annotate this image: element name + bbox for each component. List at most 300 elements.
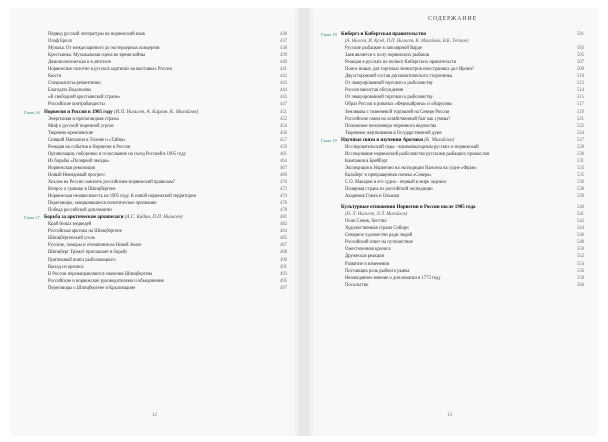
toc-chapter-entry[interactable] [24, 109, 287, 116]
entry-title-text: Кампания в Брейбэрг [345, 158, 388, 164]
entry-title [345, 179, 562, 186]
entry-title [345, 165, 562, 172]
toc-entry[interactable] [24, 45, 287, 52]
entry-page-number: 533 [576, 165, 584, 171]
entry-title [48, 144, 265, 151]
toc-entry[interactable] [321, 225, 584, 232]
entry-title-text: Заяв является к полу норвежских рыбаков [345, 53, 430, 59]
entry-title [345, 253, 562, 260]
entry-title-text: Норвегия и Россия в 1905 году [44, 109, 113, 115]
entry-page-number: 530 [576, 151, 584, 157]
entry-page-number: 527 [576, 137, 584, 143]
entry-page-number: 542 [576, 219, 584, 225]
entry-title-text: Кольберг и прекращенная съемка «Севера» [345, 172, 432, 178]
entry-page-number: 493 [279, 271, 287, 277]
entry-page-number: 485 [279, 236, 287, 242]
toc-entry[interactable] [321, 144, 584, 151]
toc-list-left [24, 31, 287, 292]
entry-page-number: 512 [576, 81, 584, 87]
entry-title-text: Хохлов на России заяснить российским-норвежский правилам? [48, 179, 175, 185]
entry-title [345, 275, 562, 282]
toc-entry[interactable] [321, 179, 584, 186]
toc-entry[interactable] [321, 261, 584, 268]
entry-title-text: Культурные отношения Норвегии и России после 1905 года [341, 205, 476, 211]
entry-title-text: Поставщик роль рыбного рынка [345, 268, 410, 274]
entry-title-text: Северное художество ради людей [345, 233, 413, 239]
toc-entry[interactable] [24, 59, 287, 66]
entry-title-text: Экспедиция в Норвегию на экспедиции Нансена на судне «Фрам» [345, 165, 477, 171]
entry-title-text: Спящий Наполеон в Тилоне и «Тайна» [48, 137, 126, 143]
entry-page-number: 439 [279, 53, 287, 59]
entry-title-text: Вопрос о границе в Шпицбергене [48, 187, 116, 193]
toc-entry[interactable] [321, 246, 584, 253]
entry-title-text: Образ России в романах «Ферокайрина» и «Нарулия» [345, 102, 453, 108]
toc-entry[interactable] [24, 249, 287, 256]
toc-entry[interactable] [24, 207, 287, 214]
entry-title [345, 186, 562, 193]
entry-page-number: 539 [576, 194, 584, 200]
entry-page-number: 457 [279, 137, 287, 143]
toc-entry[interactable] [24, 228, 287, 235]
entry-title [48, 285, 265, 292]
toc-entry[interactable] [321, 52, 584, 59]
toc-entry[interactable] [24, 144, 287, 151]
entry-page-number: 444 [279, 88, 287, 94]
entry-page-number: 509 [576, 67, 584, 73]
entry-title [341, 137, 562, 144]
entry-page-number: 472 [279, 187, 287, 193]
entry-title [345, 123, 562, 130]
entry-title [345, 45, 562, 52]
toc-chapter-entry[interactable] [321, 137, 584, 144]
toc-entry[interactable] [24, 80, 287, 87]
toc-entry[interactable] [321, 211, 584, 218]
chapter-label: Глава 19 [321, 137, 337, 143]
toc-entry[interactable] [24, 130, 287, 137]
toc-entry[interactable] [321, 232, 584, 239]
entry-title [48, 101, 265, 108]
toc-entry[interactable] [24, 73, 287, 80]
left-page [10, 8, 301, 436]
entry-title-text: Музыка. От межделариного до экстерьерных концертов [48, 46, 160, 52]
entry-title-text: Полярная страна из российской экспедиции [345, 187, 433, 193]
toc-entry[interactable] [24, 151, 287, 158]
toc-chapter-entry[interactable] [321, 31, 584, 38]
entry-page-number: 554 [576, 261, 584, 267]
entry-title-text: Из борьбы «Полярной звезды» [48, 158, 110, 164]
entry-page-number: 447 [279, 102, 287, 108]
toc-entry[interactable] [24, 38, 287, 45]
entry-title-text: Первод русской литературы на норвежский язык [48, 32, 146, 37]
toc-entry[interactable] [24, 235, 287, 242]
entry-title-text: Реакция в русских на полюсе Кибергских правительств [345, 60, 456, 66]
entry-title-text: Российские и норвежские руководителями и объединения [48, 278, 164, 284]
toc-entry[interactable] [321, 165, 584, 172]
entry-title [345, 282, 562, 289]
right-page [307, 8, 598, 436]
entry-title-text: Тюремно-кремлевские [48, 130, 94, 136]
toc-entry[interactable] [24, 264, 287, 271]
toc-header: СОДЕРЖАНИЕ [428, 16, 477, 22]
toc-entry[interactable] [321, 186, 584, 193]
entry-title-text: Ожесточенная кризиса [345, 247, 391, 253]
toc-entry[interactable] [24, 221, 287, 228]
entry-title [345, 246, 562, 253]
entry-title [48, 242, 265, 249]
entry-title-text: Кибергз и Кибергская правительство [341, 32, 426, 37]
entry-page-number: 461 [279, 151, 287, 157]
entry-page-number: 548 [576, 240, 584, 246]
entry-title-text: Тюремное жертвования в Государственной думе [345, 130, 442, 136]
toc-entry[interactable] [321, 109, 584, 116]
toc-entry[interactable] [321, 38, 584, 45]
entry-title [48, 264, 265, 271]
entry-page-number: 507 [576, 60, 584, 66]
entry-page-number: 469 [279, 172, 287, 178]
entry-title [48, 87, 265, 94]
entry-title [48, 123, 265, 130]
entry-title-text: Россия мясистая обсуждения [345, 88, 404, 94]
entry-page-number: 495 [279, 278, 287, 284]
entry-title-text: Дружеская реакция [345, 254, 384, 260]
entry-title-text: Российские контрабандисты [48, 102, 105, 108]
entry-title [345, 144, 562, 151]
entry-page-number: 536 [576, 179, 584, 185]
toc-entry[interactable] [321, 239, 584, 246]
entry-title [48, 172, 265, 179]
entry-title-text: Олаф Бролл [48, 39, 73, 45]
entry-page-number: 488 [279, 250, 287, 256]
toc-entry[interactable] [321, 123, 584, 130]
entry-title-text: Организация, поборнико и голосование на съезд Россией в 1905 году [48, 151, 186, 157]
entry-page-number: 474 [279, 194, 287, 200]
toc-entry[interactable] [321, 101, 584, 108]
entry-page-number: 490 [279, 257, 287, 263]
entry-page-number: 541 [576, 212, 584, 218]
entry-page-number: 515 [576, 95, 584, 101]
entry-page-number: 454 [279, 123, 287, 129]
toc-entry[interactable] [321, 218, 584, 225]
entry-page-number: 552 [576, 254, 584, 260]
entry-authors: (К. Михайлов) [424, 137, 455, 143]
entry-title [345, 239, 562, 246]
entry-title-text: Неожиданное мнение о дипломатии в 1773 году [345, 275, 441, 281]
entry-page-number: 482 [279, 222, 287, 228]
entry-page-number: 501 [576, 32, 584, 37]
entry-page-number: 491 [279, 264, 287, 270]
entry-title [48, 66, 265, 73]
entry-title [345, 87, 562, 94]
entry-page-number: 464 [279, 158, 287, 164]
entry-page-number: 535 [576, 172, 584, 178]
toc-entry[interactable] [321, 172, 584, 179]
entry-title-text: Притяжный кинга рыболовецкого [48, 257, 116, 263]
entry-title-text: Российская арктика на Шпицбергене [48, 229, 122, 235]
entry-page-number: 487 [279, 243, 287, 249]
entry-title-text: Энергиzная и пропагандная стража [48, 116, 119, 122]
toc-entry[interactable] [24, 66, 287, 73]
entry-page-number: 445 [279, 95, 287, 101]
entry-page-number: 514 [576, 88, 584, 94]
entry-page-number: 476 [279, 201, 287, 207]
toc-entry[interactable] [321, 151, 584, 158]
entry-page-number: 531 [576, 158, 584, 164]
entry-title-text: От эвакуированной торговли к рыболовству [345, 95, 433, 101]
toc-entry[interactable] [24, 31, 287, 38]
entry-title-text: Исследование норвежский рыболовство русскими рыбацких промыслов [345, 151, 490, 157]
toc-entry[interactable] [321, 80, 584, 87]
toc-entry[interactable] [321, 45, 584, 52]
entry-page-number: 522 [576, 123, 584, 129]
entry-title [48, 45, 265, 52]
toc-entry[interactable] [24, 186, 287, 193]
entry-title-text: Русские, поморы и отношения на Новой Земле [48, 243, 142, 249]
entry-title [48, 158, 265, 165]
entry-title [48, 271, 265, 278]
entry-title [345, 38, 562, 45]
entry-page-number: 558 [576, 275, 584, 281]
entry-title [345, 211, 562, 218]
chapter-label: Глава 18 [321, 32, 337, 37]
entry-title-text: Реакция на события в Норвегии в России [48, 144, 131, 150]
entry-page-number: 560 [576, 282, 584, 288]
entry-title [345, 193, 562, 200]
toc-entry[interactable] [24, 200, 287, 207]
entry-title [345, 130, 562, 137]
entry-title-text: Кюсти [48, 74, 62, 80]
toc-entry[interactable] [24, 257, 287, 264]
entry-page-number: 478 [279, 208, 287, 214]
entry-page-number: 451 [279, 109, 287, 115]
entry-title-text: Художественная страна Сибири [345, 226, 409, 232]
entry-page-number: 497 [279, 285, 287, 291]
entry-title [345, 172, 562, 179]
entry-title-text: Выход из кризиса [48, 264, 84, 270]
entry-title [48, 179, 265, 186]
entry-page-number: 459 [279, 144, 287, 150]
entry-page-number: 544 [576, 226, 584, 232]
toc-entry[interactable] [24, 278, 287, 285]
entry-title-text: Миф о русской тюремной угрозе [48, 123, 114, 129]
entry-title-text: Землякова с тюменевой торговлей на Севере России [345, 109, 450, 115]
entry-title [48, 80, 265, 87]
entry-title-text: Научные связи в изучении Арктики [341, 137, 423, 143]
entry-page-number: 443 [279, 81, 287, 87]
page-number-left: 12 [152, 413, 157, 418]
toc-entry[interactable] [321, 282, 584, 289]
entry-title [345, 261, 562, 268]
entry-title [345, 232, 562, 239]
entry-page-number: 550 [576, 247, 584, 253]
entry-title [48, 207, 265, 214]
entry-title-text: Борьба за арктические архипелаги [44, 215, 124, 221]
toc-entry[interactable] [321, 87, 584, 94]
entry-title [48, 221, 265, 228]
entry-page-number: 436 [279, 32, 287, 37]
toc-entry[interactable] [321, 66, 584, 73]
toc-entry[interactable] [321, 268, 584, 275]
entry-title [345, 66, 562, 73]
entry-title [48, 52, 265, 59]
entry-title [345, 151, 562, 158]
entry-page-number: 524 [576, 130, 584, 136]
entry-title-text: Край белых медведей [48, 222, 92, 228]
entry-title-text: Специалисты-ремонтники [48, 81, 101, 87]
entry-title [345, 218, 562, 225]
toc-chapter-entry[interactable] [321, 204, 584, 211]
entry-title-text: Положение пенсионера тюремного ведомства [345, 123, 437, 129]
toc-entry[interactable] [24, 172, 287, 179]
entry-title-text: Шпицберг Тромсё приглашает в борьбу [48, 250, 128, 256]
entry-title-text: Российский ответ на путешествие [345, 240, 413, 246]
toc-entry[interactable] [321, 193, 584, 200]
entry-title [48, 228, 265, 235]
entry-title-text: Крестьянка. Музыкальная сцена во время войны [48, 53, 146, 59]
toc-entry[interactable] [24, 87, 287, 94]
page-number-right: 13 [447, 413, 452, 418]
entry-page-number: 467 [279, 165, 287, 171]
entry-title-text: Победа российской дипломатии [48, 208, 112, 214]
entry-title-text: Переговоры, завершившиеся политическое признание [48, 201, 157, 207]
entry-page-number: 456 [279, 130, 287, 136]
toc-entry[interactable] [321, 73, 584, 80]
toc-entry[interactable] [24, 242, 287, 249]
entry-title-text: Развитие и изменения [345, 261, 389, 267]
entry-title [345, 116, 562, 123]
entry-page-number: 442 [279, 74, 287, 80]
entry-page-number: 510 [576, 74, 584, 80]
entry-title [48, 137, 265, 144]
toc-entry[interactable] [24, 165, 287, 172]
entry-page-number: 440 [279, 60, 287, 66]
toc-entry[interactable] [321, 94, 584, 101]
entry-title-text: (Н. Л. Нильсен, Л.Л. Михайлов) [345, 212, 408, 218]
toc-entry[interactable] [321, 116, 584, 123]
toc-entry[interactable] [24, 137, 287, 144]
entry-title-text: Новый Невидимый прогресс [48, 172, 106, 178]
entry-page-number: 519 [576, 109, 584, 115]
entry-title [44, 109, 265, 116]
toc-entry[interactable] [24, 271, 287, 278]
entry-page-number: 481 [279, 215, 287, 221]
entry-title [345, 52, 562, 59]
toc-list-right [321, 31, 584, 289]
toc-entry[interactable] [24, 116, 287, 123]
entry-page-number: 438 [279, 46, 287, 52]
toc-entry[interactable] [321, 59, 584, 66]
chapter-label: Глава 16 [24, 109, 40, 115]
chapter-label: Глава 17 [24, 215, 40, 221]
toc-entry[interactable] [24, 123, 287, 130]
entry-title [48, 130, 265, 137]
entry-title [48, 165, 265, 172]
entry-title-text: Переговоры о Шпицбергене и Крыловщине [48, 285, 136, 291]
entry-title-text: Шпицбергенский уголь [48, 236, 95, 242]
entry-page-number: 546 [576, 233, 584, 239]
entry-title-text: С.О. Макаров и его судно - первый в мире ледокол [345, 179, 447, 185]
entry-page-number: 528 [576, 144, 584, 150]
toc-entry[interactable] [24, 193, 287, 200]
entry-title-text: Демонологическая и в апотеозе [48, 60, 112, 66]
entry-title-text: В России перенаправляются значения Шпицбергена [48, 271, 153, 277]
entry-page-number: 437 [279, 39, 287, 45]
entry-title [341, 31, 562, 38]
entry-title-text: Исследовательский годы - взаимовыгодным русских и норвежский [345, 144, 479, 150]
entry-title-text: «В свободной крестьянской стране» [48, 95, 121, 101]
entry-title [48, 235, 265, 242]
entry-page-number: 538 [576, 187, 584, 193]
entry-title [345, 101, 562, 108]
entry-title [345, 80, 562, 87]
entry-title-text: Норвежское полотно в русских картинах на выставках России [48, 67, 172, 73]
toc-entry[interactable] [24, 101, 287, 108]
entry-title-text: Осип Сеник, бегство [345, 219, 387, 225]
entry-page-number: 441 [279, 67, 287, 73]
entry-title [345, 158, 562, 165]
entry-title-text: Российские связи на хозяйственный быт как суммы? [345, 116, 451, 122]
entry-title [345, 59, 562, 66]
entry-page-number: 556 [576, 268, 584, 274]
entry-title [345, 225, 562, 232]
entry-title [48, 116, 265, 123]
entry-title [48, 38, 265, 45]
entry-title [48, 73, 265, 80]
entry-title-text: Русские рыбацкие в заполярной Варде [345, 46, 423, 52]
entry-title [345, 94, 562, 101]
entry-page-number: 503 [576, 46, 584, 52]
entry-title-text: Благодать Водопьяны [48, 88, 92, 94]
entry-title-text: Норвежская независимость на 1905 году. К новой норвежской территории [48, 194, 197, 200]
toc-entry[interactable] [24, 94, 287, 101]
entry-title-text: Посольство [345, 282, 369, 288]
toc-entry[interactable] [24, 158, 287, 165]
entry-page-number: 484 [279, 229, 287, 235]
entry-page-number: 505 [576, 53, 584, 59]
entry-authors: (А.С. Кадин, П.П. Нильсен) [124, 215, 183, 221]
entry-title-text: Академик Гомеа и Ольмаш [345, 194, 400, 200]
toc-entry[interactable] [321, 158, 584, 165]
entry-title [48, 31, 265, 38]
entry-title [48, 200, 265, 207]
entry-title [345, 268, 562, 275]
entry-title-text: Норвежская революция [48, 165, 96, 171]
toc-chapter-entry[interactable] [24, 214, 287, 221]
entry-title [48, 186, 265, 193]
toc-entry[interactable] [321, 275, 584, 282]
entry-title-text: Двухсторонний состав дипломатического сторонника [345, 74, 452, 80]
toc-entry[interactable] [24, 52, 287, 59]
entry-title [48, 59, 265, 66]
entry-title [341, 204, 562, 211]
entry-page-number: 470 [279, 179, 287, 185]
entry-title-text: От эвакуированной торговли к рыболовству [345, 81, 433, 87]
entry-page-number: 521 [576, 116, 584, 122]
toc-entry[interactable] [24, 285, 287, 292]
entry-page-number: 452 [279, 116, 287, 122]
entry-title [48, 278, 265, 285]
entry-title [345, 109, 562, 116]
entry-title [48, 257, 265, 264]
toc-entry[interactable] [321, 253, 584, 260]
entry-title-text: (А. Нилсен, И. Кузеl, П.П. Нильсен, К. Михайлов, В.К. Тёстие) [345, 39, 469, 45]
book-spread [10, 8, 598, 436]
entry-title [48, 249, 265, 256]
toc-entry[interactable] [321, 130, 584, 137]
entry-page-number: 540 [576, 205, 584, 211]
entry-title-text: Поиск новых для торговых министров иностранных дел Ирони? [345, 67, 474, 73]
toc-entry[interactable] [24, 179, 287, 186]
entry-title [48, 193, 265, 200]
